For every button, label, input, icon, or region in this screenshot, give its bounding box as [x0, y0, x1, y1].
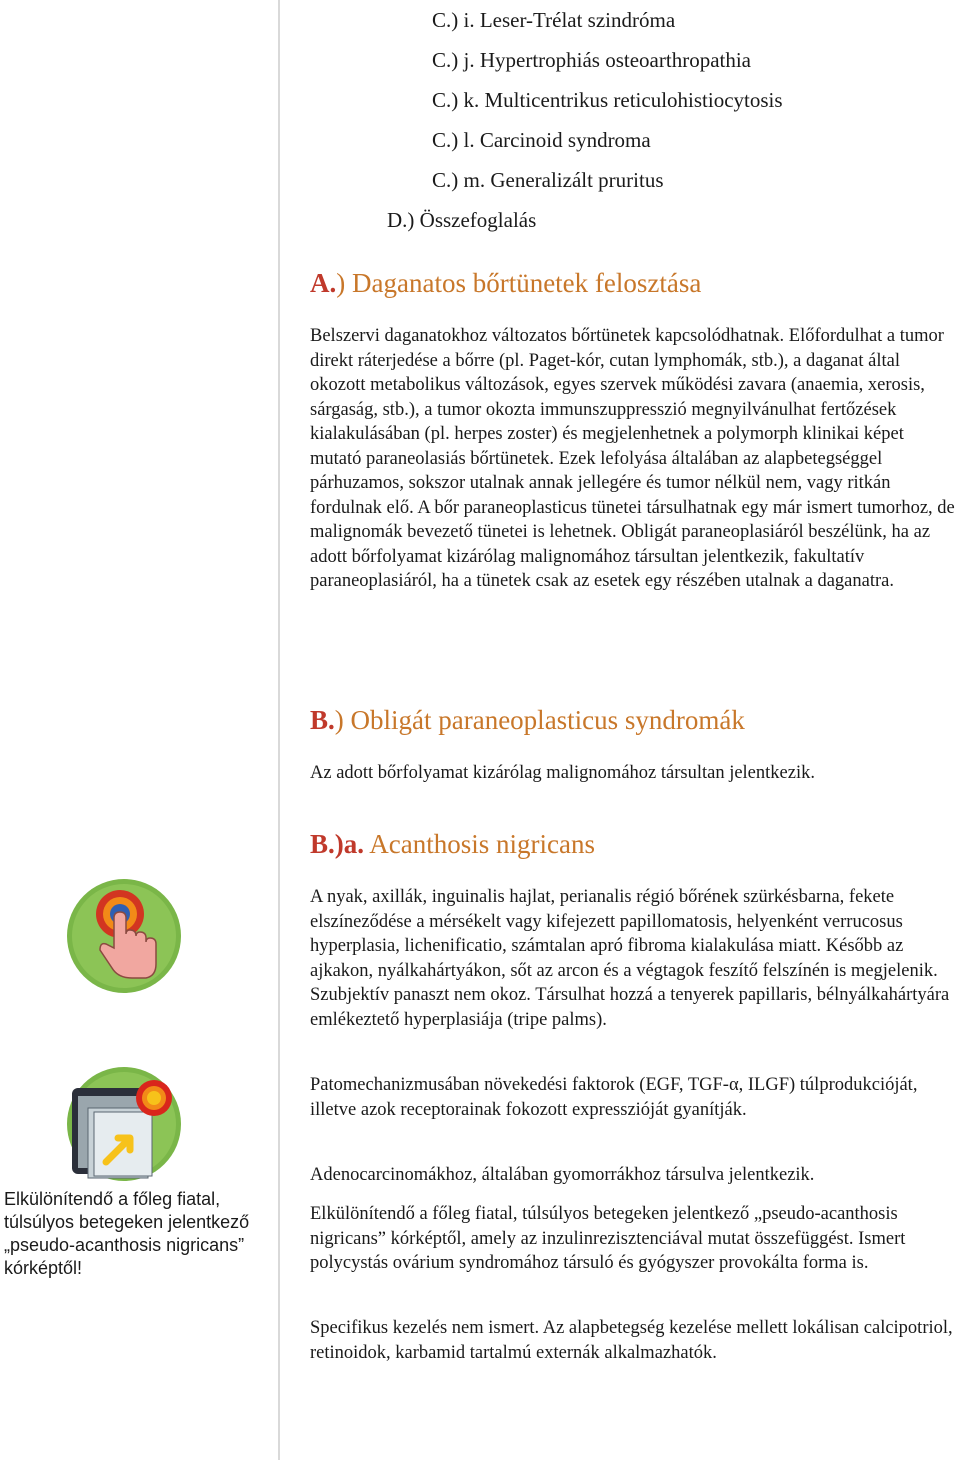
toc-item[interactable]: C.) m. Generalizált pruritus: [432, 168, 664, 192]
section-ba-paragraph: Specifikus kezelés nem ismert. Az alapbetegség kezelése mellett lokálisan calcipotriol, retinoidok, karbamid tartalmú externák alkalmazhatók.: [310, 1318, 953, 1363]
section-ba-paragraph: Elkülönítendő a főleg fiatal, túlsúlyos betegeken jelentkező „pseudo-acanthosis nigricans” kórképtől, amely az inzulinrezisztenciával mutat összefüggést. Ismert polycystás ovárium syndromához társuló és gyógyszer provokálta forma is.: [310, 1204, 906, 1273]
section-b-paragraph: Az adott bőrfolyamat kizárólag malignomához társultan jelentkezik.: [310, 763, 815, 783]
section-a-heading: [310, 268, 701, 299]
section-a-title: ) Daganatos bőrtünetek felosztása: [336, 268, 702, 298]
section-a-letter: A.: [310, 268, 337, 298]
section-ba-paragraph: A nyak, axillák, inguinalis hajlat, perianalis régió bőrének szürkésbarna, fekete elszíneződése a mérsékelt vagy kifejezett papillomatosis, helyenként verrucosus hyperplasia, lichenificatio, számtalan apró fibroma kialakulása miatt. Később az ajkakon, nyálkahártyákon, sőt az arcon és a végtagok feszítő felszínén is megjelenik. Szubjektív panaszt nem okoz. Társulhat hozzá a tenyerek papillaris, bélnyálkahártyára emlékeztető hyperplasiája (tripe palms).: [310, 887, 950, 1030]
section-a-paragraph: Belszervi daganatokhoz változatos bőrtünetek kapcsolódhatnak. Előfordulhat a tumor direkt ráterjedése a bőrre (pl. Paget-kór, cutan lymphomák, stb.), a daganat által okozott metabolikus változások, egyes szervek működési zavara (anaemia, xerosis, sárgaság, stb.), a tumor okozta immunszuppresszió megnyilvánulhat fertőzések kialakulásában (pl. herpes zoster) és megjelenhetnek a polymorph klinikai képet mutató paraneolasiás bőrtünetek. Ezek lefolyása általában az alapbetegséggel párhuzamos, sokszor utalnak annak jellegére és tumor nélkül nem, vagy ritkán fordulnak elő. A bőr paraneoplasticus tünetei társulhatnak egy már ismert tumorhoz, de malignomák bevezető tünetei is lehetnek. Obligát paraneoplasiáról beszélünk, ha az adott bőrfolyamat kizárólag malignomához társultan jelentkezik, fakultatív paraneoplasiáról, ha a tünetek csak az esetek egy részében utalnak a daganatra.: [310, 326, 955, 591]
document-pointer-icon: [66, 1066, 182, 1182]
column-divider: [278, 0, 280, 1460]
toc-item[interactable]: C.) k. Multicentrikus reticulohistiocytosis: [432, 88, 783, 112]
toc-item[interactable]: D.) Összefoglalás: [387, 208, 537, 232]
section-b-title: ) Obligát paraneoplasticus syndromák: [334, 705, 745, 735]
sidebar-note: Elkülönítendő a főleg fiatal, túlsúlyos betegeken jelentkező „pseudo-acanthosis nigricans” kórképtől!: [4, 1189, 250, 1278]
toc-item[interactable]: C.) j. Hypertrophiás osteoarthropathia: [432, 48, 751, 72]
toc-item[interactable]: C.) i. Leser-Trélat szindróma: [432, 8, 676, 32]
section-b-letter: B.: [310, 705, 335, 735]
section-ba-title: Acanthosis nigricans: [364, 829, 595, 859]
section-ba-letter: B.)a.: [310, 829, 364, 859]
toc-item[interactable]: C.) l. Carcinoid syndroma: [432, 128, 651, 152]
touch-icon: [66, 878, 182, 994]
section-b-heading: [310, 705, 745, 736]
section-ba-paragraph: Adenocarcinomákhoz, általában gyomorrákhoz társulva jelentkezik.: [310, 1165, 815, 1185]
section-ba-heading: [310, 829, 595, 860]
section-ba-paragraph: Patomechanizmusában növekedési faktorok (EGF, TGF-α, ILGF) túlprodukcióját, illetve azok receptorainak fokozott expresszióját gyanítják.: [310, 1075, 918, 1120]
